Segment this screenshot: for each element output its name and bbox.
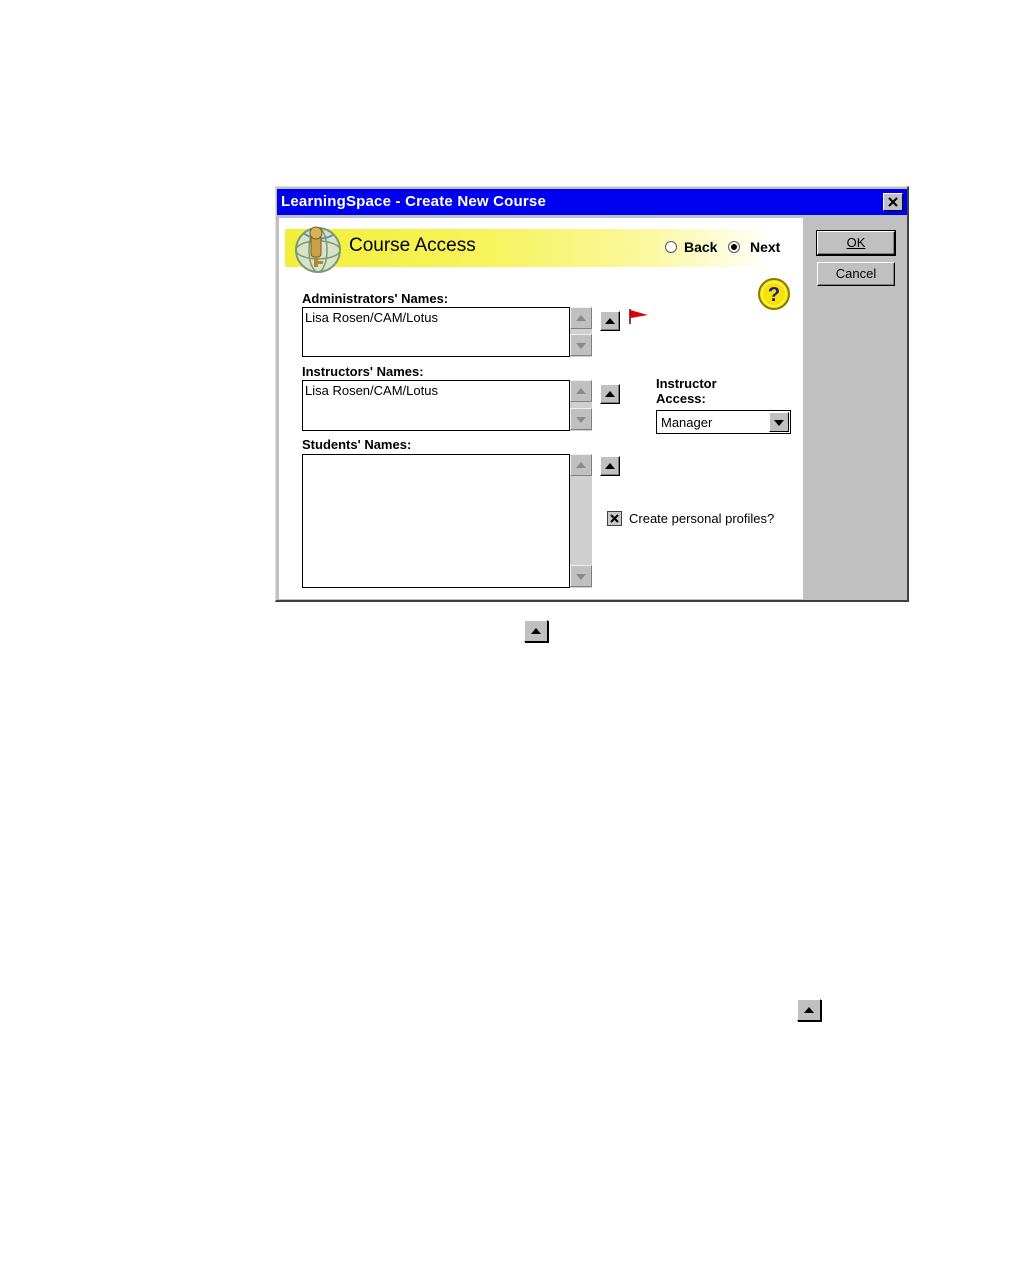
arrow-up-icon	[576, 462, 586, 468]
title-bar[interactable]	[277, 189, 907, 215]
dropdown-button[interactable]	[769, 412, 789, 432]
window-title: LearningSpace - Create New Course	[281, 193, 547, 210]
instructor-access-label-line1: Instructor	[656, 376, 717, 391]
ok-label: OK	[846, 235, 866, 250]
arrow-up-icon	[576, 315, 586, 321]
chevron-down-icon	[774, 420, 784, 426]
instructors-label: Instructors' Names:	[302, 364, 424, 379]
cancel-label: Cancel	[835, 266, 877, 281]
administrators-picker-button[interactable]	[600, 311, 620, 331]
administrators-label: Administrators' Names:	[302, 291, 449, 306]
arrow-up-icon	[531, 628, 541, 634]
arrow-up-icon	[605, 391, 615, 397]
arrow-up-icon	[804, 1007, 814, 1013]
instructor-access-select[interactable]	[656, 410, 791, 434]
svg-text:?: ?	[767, 284, 781, 306]
picker-button-glyph	[797, 999, 821, 1021]
instructors-scroll-down[interactable]	[570, 408, 592, 430]
instructor-entry: Lisa Rosen/CAM/Lotus	[305, 383, 438, 398]
administrators-listbox[interactable]	[302, 307, 570, 357]
picker-button-glyph	[524, 620, 548, 642]
create-profiles-label[interactable]: Create personal profiles?	[629, 511, 775, 526]
administrator-entry: Lisa Rosen/CAM/Lotus	[305, 310, 438, 325]
close-button[interactable]	[883, 193, 903, 211]
instructors-listbox[interactable]	[302, 380, 570, 431]
instructor-access-label-line2: Access:	[656, 391, 706, 406]
students-label: Students' Names:	[302, 437, 412, 452]
checkmark-x-icon	[608, 512, 621, 525]
arrow-up-icon	[576, 388, 586, 394]
close-icon	[888, 197, 898, 207]
ok-button[interactable]	[817, 231, 895, 255]
instructors-scroll-up[interactable]	[570, 380, 592, 402]
help-question-icon[interactable]	[757, 277, 793, 313]
back-radio[interactable]	[665, 241, 677, 253]
next-radio[interactable]	[728, 241, 740, 253]
next-label[interactable]: Next	[750, 239, 781, 255]
arrow-down-icon	[576, 574, 586, 580]
cancel-button[interactable]	[817, 262, 895, 286]
globe-key-icon	[291, 223, 347, 275]
back-label[interactable]: Back	[684, 239, 718, 255]
administrators-scroll-up[interactable]	[570, 307, 592, 329]
students-listbox[interactable]	[302, 454, 570, 588]
students-scroll-down[interactable]	[570, 565, 592, 587]
arrow-down-icon	[576, 343, 586, 349]
flag-icon	[628, 308, 650, 326]
instructors-picker-button[interactable]	[600, 384, 620, 404]
administrators-scroll-down[interactable]	[570, 334, 592, 356]
arrow-up-icon	[605, 318, 615, 324]
students-picker-button[interactable]	[600, 456, 620, 476]
students-scroll-up[interactable]	[570, 454, 592, 476]
arrow-down-icon	[576, 417, 586, 423]
page-title: Course Access	[349, 235, 476, 256]
create-course-dialog	[275, 186, 909, 602]
instructor-access-value: Manager	[661, 415, 713, 430]
arrow-up-icon	[605, 463, 615, 469]
create-profiles-checkbox[interactable]	[607, 511, 622, 526]
content-panel	[279, 218, 803, 599]
